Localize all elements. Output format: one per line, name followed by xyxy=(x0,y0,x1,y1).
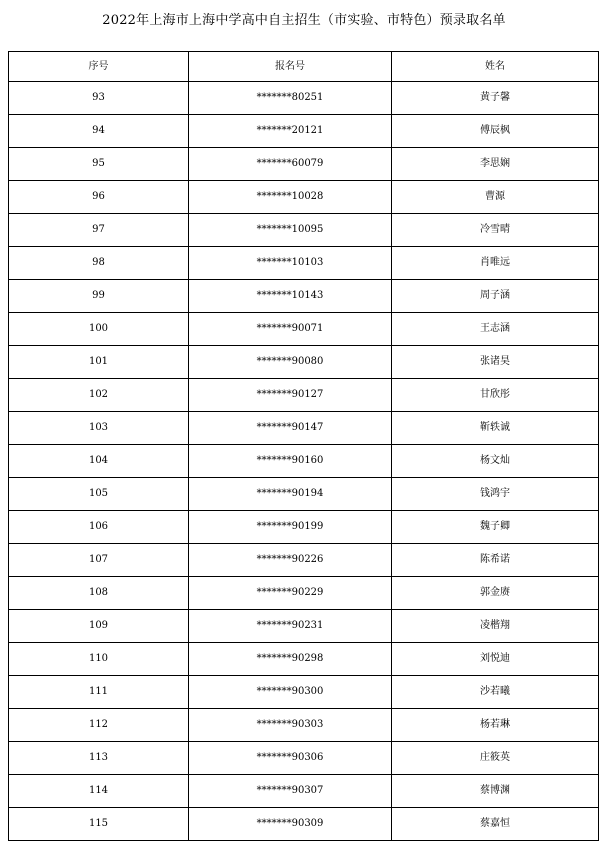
table-row xyxy=(9,445,599,478)
cell-serial: 100 xyxy=(9,313,189,346)
cell-registration-number: *******90303 xyxy=(189,709,392,742)
cell-registration-number: *******90080 xyxy=(189,346,392,379)
cell-registration-number: *******90309 xyxy=(189,808,392,841)
cell-registration-number: *******90127 xyxy=(189,379,392,412)
cell-registration-number: *******90231 xyxy=(189,610,392,643)
cell-name: 凌楷翔 xyxy=(392,610,599,643)
cell-name: 傅辰枫 xyxy=(392,115,599,148)
table-header-row xyxy=(9,52,599,82)
table-row xyxy=(9,313,599,346)
cell-serial: 101 xyxy=(9,346,189,379)
cell-registration-number: *******90307 xyxy=(189,775,392,808)
cell-name: 王志涵 xyxy=(392,313,599,346)
cell-serial: 105 xyxy=(9,478,189,511)
table-row xyxy=(9,148,599,181)
cell-serial: 113 xyxy=(9,742,189,775)
table-row xyxy=(9,808,599,841)
column-header-name: 姓名 xyxy=(392,52,599,82)
cell-serial: 110 xyxy=(9,643,189,676)
cell-name: 杨文灿 xyxy=(392,445,599,478)
cell-registration-number: *******20121 xyxy=(189,115,392,148)
table-row xyxy=(9,115,599,148)
cell-registration-number: *******90194 xyxy=(189,478,392,511)
table-row xyxy=(9,82,599,115)
table-row xyxy=(9,643,599,676)
cell-name: 陈希诺 xyxy=(392,544,599,577)
cell-registration-number: *******90147 xyxy=(189,412,392,445)
cell-name: 魏子卿 xyxy=(392,511,599,544)
cell-name: 曹源 xyxy=(392,181,599,214)
table-row xyxy=(9,709,599,742)
cell-serial: 96 xyxy=(9,181,189,214)
cell-serial: 106 xyxy=(9,511,189,544)
cell-name: 蔡博渊 xyxy=(392,775,599,808)
cell-name: 钱鸿宇 xyxy=(392,478,599,511)
cell-serial: 97 xyxy=(9,214,189,247)
table-row xyxy=(9,676,599,709)
table-row xyxy=(9,610,599,643)
cell-serial: 99 xyxy=(9,280,189,313)
table-row xyxy=(9,379,599,412)
cell-serial: 114 xyxy=(9,775,189,808)
cell-registration-number: *******60079 xyxy=(189,148,392,181)
cell-serial: 98 xyxy=(9,247,189,280)
table-row xyxy=(9,214,599,247)
cell-registration-number: *******10028 xyxy=(189,181,392,214)
cell-registration-number: *******10103 xyxy=(189,247,392,280)
cell-name: 肖唯远 xyxy=(392,247,599,280)
cell-registration-number: *******80251 xyxy=(189,82,392,115)
cell-name: 甘欣彤 xyxy=(392,379,599,412)
cell-name: 杨若琳 xyxy=(392,709,599,742)
cell-registration-number: *******90199 xyxy=(189,511,392,544)
cell-serial: 95 xyxy=(9,148,189,181)
table-row xyxy=(9,346,599,379)
table-row xyxy=(9,247,599,280)
cell-serial: 103 xyxy=(9,412,189,445)
cell-name: 黄子馨 xyxy=(392,82,599,115)
cell-registration-number: *******90160 xyxy=(189,445,392,478)
cell-name: 郭金赓 xyxy=(392,577,599,610)
cell-serial: 94 xyxy=(9,115,189,148)
cell-serial: 107 xyxy=(9,544,189,577)
cell-name: 李思娴 xyxy=(392,148,599,181)
cell-name: 张诸昊 xyxy=(392,346,599,379)
cell-registration-number: *******90306 xyxy=(189,742,392,775)
cell-serial: 109 xyxy=(9,610,189,643)
cell-serial: 111 xyxy=(9,676,189,709)
cell-registration-number: *******10143 xyxy=(189,280,392,313)
table-row xyxy=(9,742,599,775)
cell-name: 蔡嘉恒 xyxy=(392,808,599,841)
cell-name: 周子涵 xyxy=(392,280,599,313)
admission-list-table xyxy=(8,51,599,841)
cell-serial: 108 xyxy=(9,577,189,610)
table-row xyxy=(9,181,599,214)
cell-name: 冷雪晴 xyxy=(392,214,599,247)
table-row xyxy=(9,775,599,808)
table-row xyxy=(9,478,599,511)
cell-serial: 93 xyxy=(9,82,189,115)
cell-serial: 112 xyxy=(9,709,189,742)
table-row xyxy=(9,511,599,544)
cell-registration-number: *******90300 xyxy=(189,676,392,709)
cell-name: 沙若曦 xyxy=(392,676,599,709)
cell-serial: 102 xyxy=(9,379,189,412)
cell-name: 刘悦迪 xyxy=(392,643,599,676)
table-row xyxy=(9,412,599,445)
cell-registration-number: *******10095 xyxy=(189,214,392,247)
column-header-registration-number: 报名号 xyxy=(189,52,392,82)
cell-serial: 115 xyxy=(9,808,189,841)
column-header-serial: 序号 xyxy=(9,52,189,82)
cell-registration-number: *******90298 xyxy=(189,643,392,676)
cell-registration-number: *******90071 xyxy=(189,313,392,346)
cell-name: 靳轶诚 xyxy=(392,412,599,445)
table-row xyxy=(9,577,599,610)
table-row xyxy=(9,280,599,313)
cell-serial: 104 xyxy=(9,445,189,478)
table-row xyxy=(9,544,599,577)
page-title: 2022年上海市上海中学高中自主招生（市实验、市特色）预录取名单 xyxy=(102,13,506,28)
cell-registration-number: *******90229 xyxy=(189,577,392,610)
cell-registration-number: *******90226 xyxy=(189,544,392,577)
cell-name: 庄筱英 xyxy=(392,742,599,775)
